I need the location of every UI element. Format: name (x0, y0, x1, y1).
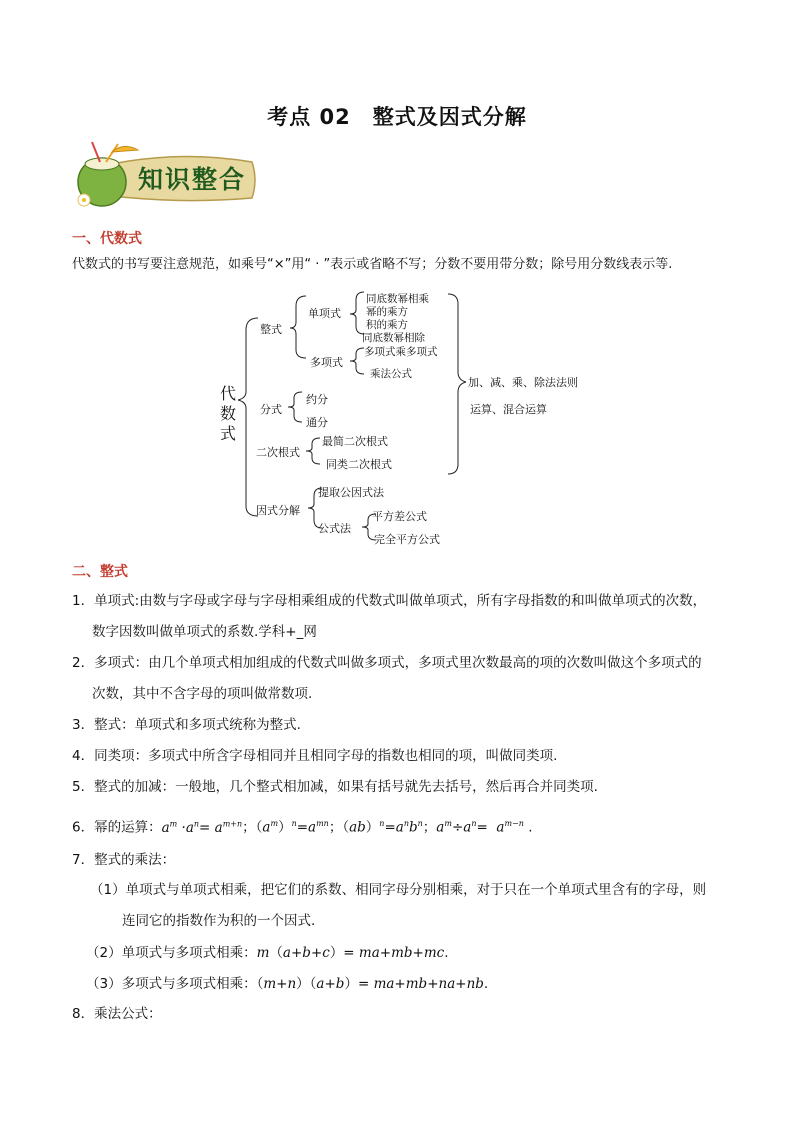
diagram-right-2: 运算、混合运算 (470, 403, 547, 416)
item-5: 5．整式的加减：一般地，几个整式相加减，如果有括号就先去括号，然后再合并同类项. (72, 779, 598, 795)
diagram-duoxiangshi: 多项式 (310, 356, 343, 369)
diagram-op-2: 幂的乘方 (366, 306, 408, 318)
item-1-line1: 1．单项式:由数与字母或字母与字母相乘组成的代数式叫做单项式，所有字母指数的和叫做单项式的次数， (72, 593, 707, 609)
item-7-2: （2）单项式与多项式相乘：m（a+b+c）= ma+mb+mc. (86, 945, 449, 961)
knowledge-banner (72, 140, 258, 210)
diagram-root: 代数式 (220, 384, 237, 443)
diagram-wanquan: 完全平方公式 (374, 533, 440, 546)
diagram-op-5: 多项式乘多项式 (364, 346, 438, 358)
concept-diagram (210, 288, 590, 550)
diagram-op-4: 同底数幂相除 (362, 332, 425, 344)
diagram-yuefen: 约分 (306, 393, 328, 406)
section-heading-algebraic: 一、代数式 (72, 231, 142, 247)
item-6: 6．幂的运算：$a^m \cdot a^n= a^{m+n}$；$(a^m)^n=a^{mn}$；$(ab)^n=a^nb^n$；$a^m\div a^n= a^{m-n}$ . (72, 819, 533, 836)
banner-text: 知识整合 (138, 165, 247, 194)
diagram-yinshi: 因式分解 (256, 504, 300, 517)
diagram-pingfangcha: 平方差公式 (372, 510, 427, 523)
diagram-tongfen: 通分 (306, 416, 328, 429)
diagram-right-1: 加、减、乘、除法法则 (468, 376, 578, 389)
item-4: 4．同类项：多项式中所含字母相同并且相同字母的指数也相同的项，叫做同类项. (72, 748, 558, 764)
item-3: 3．整式：单项式和多项式统称为整式. (72, 717, 301, 733)
section1-intro: 代数式的书写要注意规范，如乘号“×”用“ · ”表示或省略不写；分数不要用带分数；除号用分数线表示等. (72, 257, 673, 272)
item-6-label: 6．幂的运算： (72, 819, 162, 836)
diagram-gongshifa: 公式法 (318, 522, 351, 535)
diagram-tiqu: 提取公因式法 (318, 486, 384, 499)
diagram-danxiangshi: 单项式 (308, 307, 341, 320)
item-7-1-line1: （1）单项式与单项式相乘，把它们的系数、相同字母分别相乘，对于只在一个单项式里含有的字母，则 (90, 882, 707, 898)
diagram-op-3: 积的乘方 (366, 319, 408, 331)
diagram-zhengshi: 整式 (260, 323, 282, 336)
item-7-3-label: （3）多项式与多项式相乘： (86, 976, 257, 992)
item-1-line2: 数字因数叫做单项式的系数.学科+_网 (92, 624, 317, 640)
item-8: 8．乘法公式： (72, 1006, 162, 1022)
diagram-op-6: 乘法公式 (370, 368, 412, 380)
diagram-genshi: 二次根式 (256, 446, 300, 459)
item-7-3: （3）多项式与多项式相乘：（m+n）（a+b）= ma+mb+na+nb. (86, 976, 489, 992)
item-7-1-line2: 连同它的指数作为积的一个因式. (122, 913, 316, 929)
page-title: 考点 02 整式及因式分解 (267, 105, 527, 129)
item-2-line2: 次数，其中不含字母的项叫做常数项. (92, 686, 313, 702)
section-heading-polynomial: 二、整式 (72, 564, 128, 580)
diagram-op-1: 同底数幂相乘 (366, 293, 429, 305)
item-2-line1: 2．多项式：由几个单项式相加组成的代数式叫做多项式，多项式里次数最高的项的次数叫做这个多项式的 (72, 655, 702, 671)
diagram-zuijian: 最简二次根式 (322, 435, 388, 448)
item-7: 7．整式的乘法： (72, 852, 176, 868)
item-7-2-label: （2）单项式与多项式相乘： (86, 945, 257, 961)
diagram-tonglei: 同类二次根式 (326, 458, 392, 471)
diagram-fenshi: 分式 (260, 403, 282, 416)
power-rules: $a^m \cdot a^n= a^{m+n}$ (161, 819, 243, 836)
